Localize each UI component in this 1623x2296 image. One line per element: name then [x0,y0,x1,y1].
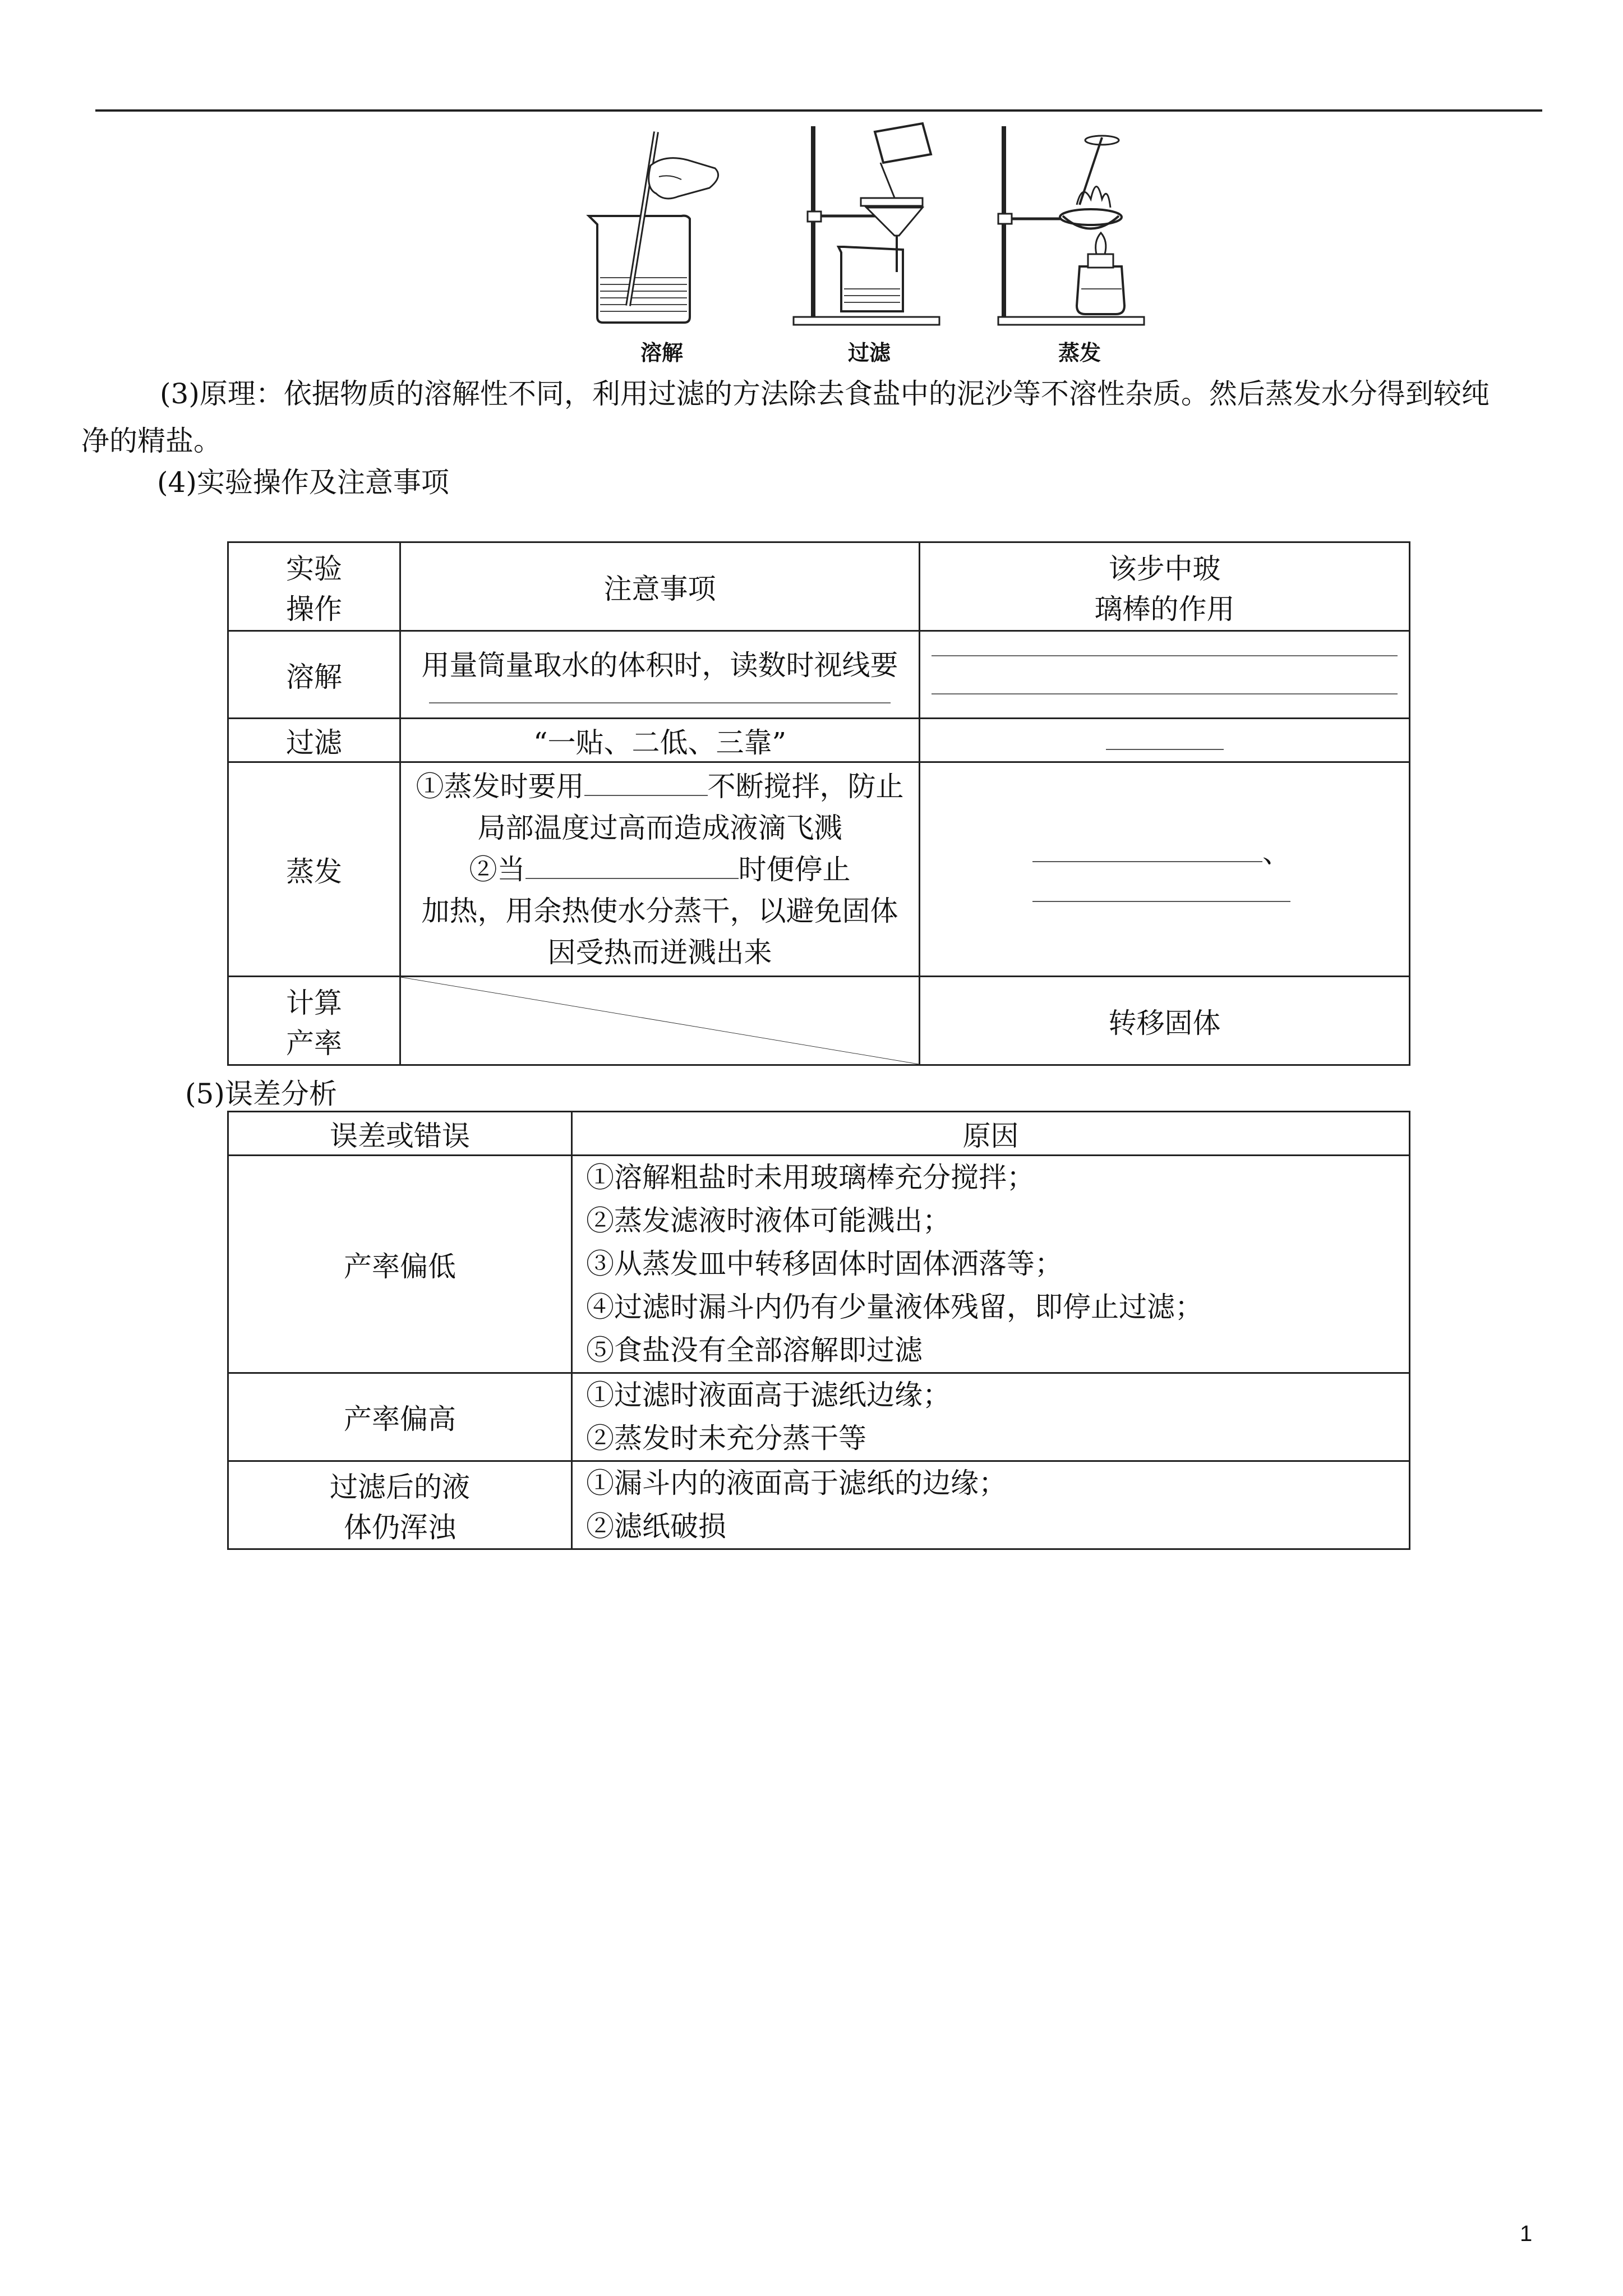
reason-item: ②滤纸破损 [586,1510,726,1543]
evaporation-burner-icon [987,121,1178,334]
table-row [228,719,1410,762]
evaporate-role-blank-2 [1032,900,1290,902]
table-row [228,1156,1410,1373]
evaporate-note-a [401,766,919,807]
diagonal-slash [401,977,919,1064]
filtration-figure [782,121,973,362]
evaporate-role-line-2 [920,876,1409,909]
evaporate-role-line-1 [920,830,1409,871]
dissolve-operation-cell: 溶解 [228,631,400,719]
filter-role-blank [1106,748,1224,750]
header-role-line-2: 璃棒的作用 [1094,592,1235,625]
evaporate-note-b-line3: 因受热而迸溅出来 [547,936,772,969]
reason-item: ②蒸发滤液时液体可能溅出； [586,1204,951,1237]
reason-cell-high-yield [572,1373,1410,1461]
evaporate-note-cell [400,762,920,977]
evaporate-role-cell [920,762,1410,977]
reason-item: ①过滤时液面高于滤纸边缘； [586,1379,951,1411]
header-rule [95,109,1542,112]
evaporate-role-separator: 、 [1262,836,1290,869]
evaporate-condition-blank [525,878,739,879]
header-error-cell: 误差或错误 [228,1112,572,1156]
table-row [228,1373,1410,1461]
principle-line-2: 净的精盐。 [81,425,222,457]
error-analysis-table [227,1111,1410,1550]
error-cell-turbid [228,1461,572,1549]
dissolve-note-cell [400,631,920,719]
table-row [228,631,1410,719]
evaporate-note-b-part1: ②当 [469,853,525,886]
filter-operation-cell: 过滤 [228,719,400,762]
dissolve-note-blank [401,702,919,703]
evaporate-tool-blank [584,795,708,796]
reason-item: ①漏斗内的液面高于滤纸的边缘； [586,1467,1007,1499]
header-notes-cell: 注意事项 [400,542,920,631]
table-row [228,977,1410,1065]
evaporate-note-a-part2: 不断搅拌，防止 [707,770,904,803]
header-role-cell [920,542,1410,631]
reason-item: ①溶解粗盐时未用玻璃棒充分搅拌； [586,1161,1035,1194]
principle-paragraph [81,370,1539,464]
calc-operation-line-1: 计算 [286,986,342,1019]
reason-item: ④过滤时漏斗内仍有少量液体残留，即停止过滤； [586,1291,1203,1323]
table-row [228,762,1410,977]
figure-caption-dissolve: 溶解 [640,340,683,365]
table-row [228,1112,1410,1156]
header-operation-cell [228,542,400,631]
error-turbid-line-2: 体仍浑浊 [344,1511,456,1544]
error-turbid-line-1: 过滤后的液 [330,1471,470,1503]
reason-item: ③从蒸发皿中转移固体时固体洒落等； [586,1248,1063,1280]
table-row [228,1461,1410,1549]
calc-role-cell: 转移固体 [920,977,1410,1065]
dissolve-note-text: 用量筒量取水的体积时，读数时视线要 [421,649,898,682]
page-number: 1 [1520,2221,1533,2246]
dissolving-figure [566,121,757,362]
dissolving-beaker-icon [566,121,757,334]
header-role-line-1: 该步中玻 [1108,552,1221,585]
evaporate-note-a-line2: 局部温度过高而造成液滴飞溅 [477,811,842,844]
reason-item: ②蒸发时未充分蒸干等 [586,1422,866,1455]
operations-table [227,541,1410,1066]
evaporate-operation-cell: 蒸发 [228,762,400,977]
error-cell-low-yield: 产率偏低 [228,1156,572,1373]
header-operation-line-2: 操作 [286,592,342,625]
dissolve-role-cell [920,631,1410,719]
calc-operation-cell [228,977,400,1065]
evaporate-note-b-line2: 加热，用余热使水分蒸干，以避免固体 [421,894,898,927]
filtration-stand-icon [782,121,973,334]
figure-caption-evaporate: 蒸发 [1058,340,1101,365]
reason-cell-turbid [572,1461,1410,1549]
evaporate-role-blank-1 [1032,861,1262,862]
header-operation-line-1: 实验 [286,552,342,585]
evaporate-note-b [401,849,919,890]
reason-item: ⑤食盐没有全部溶解即过滤 [586,1334,923,1366]
filter-note-cell: “一贴、二低、三靠” [400,719,920,762]
evaporate-note-b-part2: 时便停止 [738,853,851,886]
table-row [228,542,1410,631]
filter-role-cell [920,719,1410,762]
calc-note-cell-empty [400,977,920,1065]
figure-caption-filter: 过滤 [847,340,891,365]
dissolve-role-blank [920,655,1409,694]
section-4-heading: (4)实验操作及注意事项 [157,466,449,499]
calc-operation-line-2: 产率 [286,1027,342,1060]
section-5-heading: (5)误差分析 [185,1078,337,1110]
evaporate-note-a-part1: ①蒸发时要用 [416,770,584,803]
header-reason-cell: 原因 [572,1112,1410,1156]
error-cell-high-yield: 产率偏高 [228,1373,572,1461]
reason-cell-low-yield [572,1156,1410,1373]
evaporation-figure [987,121,1178,362]
principle-line-1: (3)原理：依据物质的溶解性不同，利用过滤的方法除去食盐中的泥沙等不溶性杂质。然后蒸发水分得到较纯 [160,378,1490,410]
